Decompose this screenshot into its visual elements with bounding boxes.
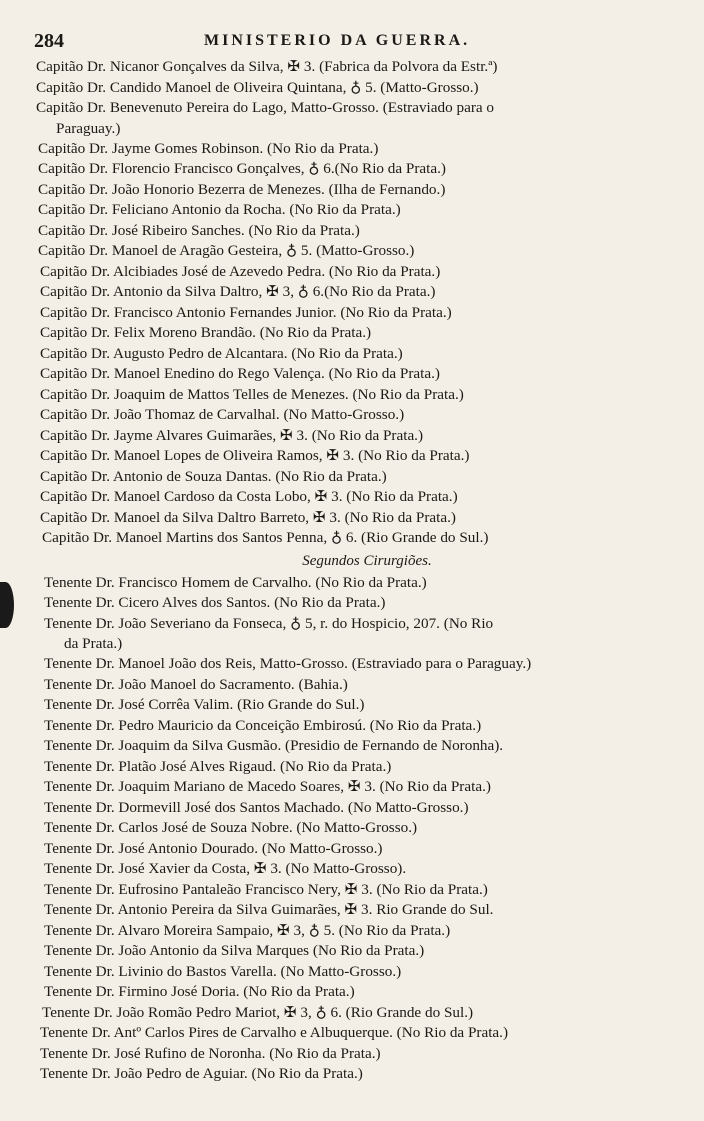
entry-text: Tenente Dr. João Manoel do Sacramento. (Bahia.) bbox=[44, 675, 348, 693]
entry-text: Capitão Dr. Manoel Lopes de Oliveira Ramos, ✠ 3. (No Rio da Prata.) bbox=[40, 447, 470, 464]
list-item bbox=[0, 344, 704, 365]
list-item bbox=[0, 528, 704, 549]
list-item bbox=[0, 962, 704, 983]
list-item bbox=[0, 654, 704, 675]
roster bbox=[0, 57, 704, 1085]
entry-text: Capitão Dr. João Honorio Bezerra de Menezes. (Ilha de Fernando.) bbox=[38, 180, 446, 198]
list-item bbox=[0, 880, 704, 901]
entry-text: Tenente Dr. Francisco Homem de Carvalho. (No Rio da Prata.) bbox=[44, 573, 427, 591]
entry-text: Tenente Dr. Alvaro Moreira Sampaio, ✠ 3, ♁ 5. (No Rio da Prata.) bbox=[44, 921, 451, 939]
entry-text: Tenente Dr. Livinio do Bastos Varella. (No Matto-Grosso.) bbox=[44, 962, 402, 980]
entry-text: Tenente Dr. João Severiano da Fonseca, ♁ 5, r. do Hospicio, 207. (No Rio bbox=[44, 614, 494, 632]
entry-text: Capitão Dr. Antonio de Souza Dantas. (No Rio da Prata.) bbox=[40, 467, 387, 485]
entry-text: Capitão Dr. João Thomaz de Carvalhal. (No Matto-Grosso.) bbox=[40, 406, 405, 423]
list-item bbox=[0, 736, 704, 757]
entry-text: Tenente Dr. José Antonio Dourado. (No Matto-Grosso.) bbox=[44, 839, 383, 857]
list-item bbox=[0, 78, 704, 99]
entry-text: Tenente Dr. Joaquim Mariano de Macedo Soares, ✠ 3. (No Rio da Prata.) bbox=[44, 778, 491, 795]
entry-continuation: da Prata.) bbox=[64, 635, 123, 652]
entry-text: Capitão Dr. Manoel Enedino do Rego Valença. (No Rio da Prata.) bbox=[40, 365, 440, 382]
page-number: 284 bbox=[34, 30, 64, 52]
list-item bbox=[0, 614, 704, 655]
entry-text: Tenente Dr. Joaquim da Silva Gusmão. (Presidio de Fernando de Noronha). bbox=[44, 737, 504, 754]
list-item bbox=[0, 139, 704, 160]
list-item bbox=[0, 1044, 704, 1065]
entry-text: Tenente Dr. Firmino José Doria. (No Rio da Prata.) bbox=[44, 983, 355, 1000]
entry-text: Capitão Dr. Manoel da Silva Daltro Barreto, ✠ 3. (No Rio da Prata.) bbox=[40, 508, 456, 526]
entry-text: Capitão Dr. Manoel Cardoso da Costa Lobo, ✠ 3. (No Rio da Prata.) bbox=[40, 488, 458, 505]
section-title: Segundos Cirurgiões. bbox=[302, 552, 432, 569]
list-item bbox=[0, 818, 704, 839]
list-item bbox=[0, 98, 704, 139]
entry-text: Capitão Dr. Benevenuto Pereira do Lago, Matto-Grosso. (Estraviado para o bbox=[36, 99, 495, 116]
list-item bbox=[0, 487, 704, 508]
list-item bbox=[0, 323, 704, 344]
list-item bbox=[0, 695, 704, 716]
capitaes-list bbox=[0, 57, 704, 549]
list-item bbox=[0, 385, 704, 406]
list-item bbox=[0, 941, 704, 962]
list-item bbox=[0, 839, 704, 860]
entry-text: Capitão Dr. Feliciano Antonio da Rocha. (No Rio da Prata.) bbox=[38, 201, 401, 218]
entry-text: Tenente Dr. Antonio Pereira da Silva Guimarães, ✠ 3. Rio Grande do Sul. bbox=[44, 901, 494, 918]
entry-text: Capitão Dr. José Ribeiro Sanches. (No Rio da Prata.) bbox=[38, 221, 360, 239]
list-item bbox=[0, 57, 704, 78]
list-item bbox=[0, 1003, 704, 1024]
entry-text: Capitão Dr. Francisco Antonio Fernandes Junior. (No Rio da Prata.) bbox=[40, 303, 452, 321]
entry-text: Capitão Dr. Jayme Alvares Guimarães, ✠ 3. (No Rio da Prata.) bbox=[40, 426, 424, 444]
list-item bbox=[0, 900, 704, 921]
list-item bbox=[0, 221, 704, 242]
entry-text: Tenente Dr. José Rufino de Noronha. (No Rio da Prata.) bbox=[40, 1044, 381, 1062]
entry-text: Tenente Dr. Eufrosino Pantaleão Francisco Nery, ✠ 3. (No Rio da Prata.) bbox=[44, 880, 488, 898]
list-item bbox=[0, 859, 704, 880]
entry-text: Tenente Dr. Platão José Alves Rigaud. (No Rio da Prata.) bbox=[44, 757, 392, 775]
list-item bbox=[0, 282, 704, 303]
entry-text: Capitão Dr. Antonio da Silva Daltro, ✠ 3, ♁ 6.(No Rio da Prata.) bbox=[40, 283, 436, 300]
list-item bbox=[0, 180, 704, 201]
list-item bbox=[0, 159, 704, 180]
entry-text: Capitão Dr. Manoel Martins dos Santos Penna, ♁ 6. (Rio Grande do Sul.) bbox=[42, 529, 489, 546]
list-item bbox=[0, 200, 704, 221]
list-item bbox=[0, 241, 704, 262]
entry-text: Capitão Dr. Manoel de Aragão Gesteira, ♁ 5. (Matto-Grosso.) bbox=[38, 242, 415, 259]
list-item bbox=[0, 757, 704, 778]
entry-text: Capitão Dr. Jayme Gomes Robinson. (No Rio da Prata.) bbox=[38, 139, 379, 157]
tenentes-list bbox=[0, 573, 704, 1085]
entry-text: Tenente Dr. Antº Carlos Pires de Carvalho e Albuquerque. (No Rio da Prata.) bbox=[40, 1024, 509, 1041]
list-item bbox=[0, 921, 704, 942]
entry-text: Capitão Dr. Florencio Francisco Gonçalves, ♁ 6.(No Rio da Prata.) bbox=[38, 160, 446, 177]
entry-text: Capitão Dr. Candido Manoel de Oliveira Quintana, ♁ 5. (Matto-Grosso.) bbox=[36, 78, 479, 96]
list-item bbox=[0, 573, 704, 594]
list-item bbox=[0, 446, 704, 467]
list-item bbox=[0, 798, 704, 819]
entry-text: Tenente Dr. Cicero Alves dos Santos. (No Rio da Prata.) bbox=[44, 594, 386, 611]
entry-text: Tenente Dr. José Corrêa Valim. (Rio Grande do Sul.) bbox=[44, 696, 365, 713]
list-item bbox=[0, 1064, 704, 1085]
list-item bbox=[0, 1023, 704, 1044]
entry-text: Tenente Dr. Manoel João dos Reis, Matto-Grosso. (Estraviado para o Paraguay.) bbox=[44, 655, 532, 672]
list-item bbox=[0, 303, 704, 324]
list-item bbox=[0, 716, 704, 737]
page-header bbox=[34, 30, 674, 52]
entry-text: Capitão Dr. Joaquim de Mattos Telles de Menezes. (No Rio da Prata.) bbox=[40, 385, 464, 403]
entry-text: Capitão Dr. Felix Moreno Brandão. (No Rio da Prata.) bbox=[40, 324, 372, 341]
running-title: MINISTERIO DA GUERRA. bbox=[204, 32, 471, 49]
entry-text: Tenente Dr. Carlos José de Souza Nobre. (No Matto-Grosso.) bbox=[44, 819, 418, 836]
entry-text: Tenente Dr. João Romão Pedro Mariot, ✠ 3, ♁ 6. (Rio Grande do Sul.) bbox=[42, 1003, 474, 1021]
entry-text: Tenente Dr. João Antonio da Silva Marques (No Rio da Prata.) bbox=[44, 942, 425, 959]
list-item bbox=[0, 593, 704, 614]
entry-continuation: Paraguay.) bbox=[56, 119, 121, 137]
entry-text: Tenente Dr. Dormevill José dos Santos Machado. (No Matto-Grosso.) bbox=[44, 798, 469, 816]
list-item bbox=[0, 777, 704, 798]
list-item bbox=[0, 675, 704, 696]
list-item bbox=[0, 405, 704, 426]
entry-text: Capitão Dr. Nicanor Gonçalves da Silva, ✠ 3. (Fabrica da Polvora da Estr.ª) bbox=[36, 58, 498, 75]
entry-text: Tenente Dr. Pedro Mauricio da Conceição Embirosú. (No Rio da Prata.) bbox=[44, 716, 482, 734]
list-item bbox=[0, 364, 704, 385]
list-item bbox=[0, 508, 704, 529]
entry-text: Tenente Dr. João Pedro de Aguiar. (No Rio da Prata.) bbox=[40, 1065, 363, 1082]
list-item bbox=[0, 467, 704, 488]
list-item bbox=[0, 426, 704, 447]
list-item bbox=[0, 982, 704, 1003]
entry-text: Tenente Dr. José Xavier da Costa, ✠ 3. (No Matto-Grosso). bbox=[44, 860, 407, 877]
entry-text: Capitão Dr. Alcibiades José de Azevedo Pedra. (No Rio da Prata.) bbox=[40, 262, 441, 280]
list-item bbox=[0, 262, 704, 283]
entry-text: Capitão Dr. Augusto Pedro de Alcantara. (No Rio da Prata.) bbox=[40, 344, 403, 362]
